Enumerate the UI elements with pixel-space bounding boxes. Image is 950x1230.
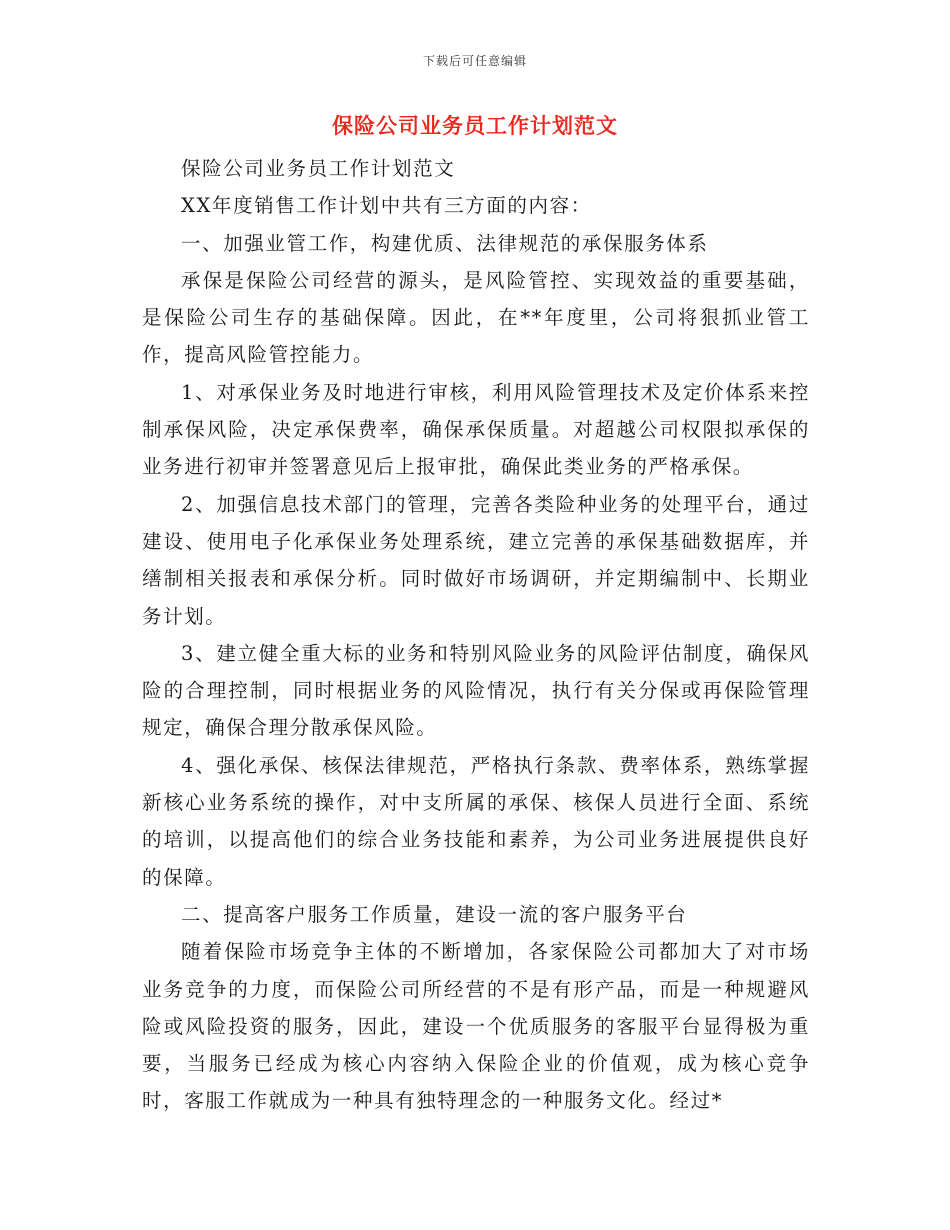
paragraph: 4、强化承保、核保法律规范，严格执行条款、费率体系，熟练掌握新核心业务系统的操作，对中支所属的承保、核保人员进行全面、系统的培训，以提高他们的综合业务技能和素养，为公司业务进展提供良好的保障。	[142, 753, 810, 889]
header-note: 下载后可任意编辑	[422, 54, 527, 68]
paragraph: XX年度销售工作计划中共有三方面的内容：	[181, 194, 592, 218]
paragraph: 一、加强业管工作，构建优质、法律规范的承保服务体系	[181, 231, 709, 255]
paragraph: 1、对承保业务及时地进行审核，利用风险管理技术及定价体系来控制承保风险，决定承保费率，确保承保质量。对超越公司权限拟承保的业务进行初审并签署意见后上报审批，确保此类业务的严格承保。	[142, 380, 810, 479]
paragraph: 随着保险市场竞争主体的不断增加，各家保险公司都加大了对市场业务竞争的力度，而保险公司所经营的不是有形产品，而是一种规避风险或风险投资的服务，因此，建设一个优质服务的客服平台显得极为重要，当服务已经成为核心内容纳入保险企业的价值观，成为核心竞争时，客服工作就成为一种具有独特理念的一种服务文化。经过*	[142, 940, 810, 1113]
paragraph: 二、提高客户服务工作质量，建设一流的客户服务平台	[181, 902, 688, 926]
paragraph: 2、加强信息技术部门的管理，完善各类险种业务的处理平台，通过建设、使用电子化承保业务处理系统，建立完善的承保基础数据库，并缮制相关报表和承保分析。同时做好市场调研，并定期编制中、长期业务计划。	[142, 492, 810, 628]
document-body	[142, 150, 810, 1120]
paragraph: 承保是保险公司经营的源头，是风险管控、实现效益的重要基础，是保险公司生存的基础保障。因此，在**年度里，公司将狠抓业管工作，提高风险管控能力。	[142, 268, 810, 367]
document-title: 保险公司业务员工作计划范文	[332, 114, 618, 138]
paragraph: 3、建立健全重大标的业务和特别风险业务的风险评估制度，确保风险的合理控制，同时根据业务的风险情况，执行有关分保或再保险管理规定，确保合理分散承保风险。	[142, 641, 810, 740]
paragraph: 保险公司业务员工作计划范文	[181, 157, 456, 180]
